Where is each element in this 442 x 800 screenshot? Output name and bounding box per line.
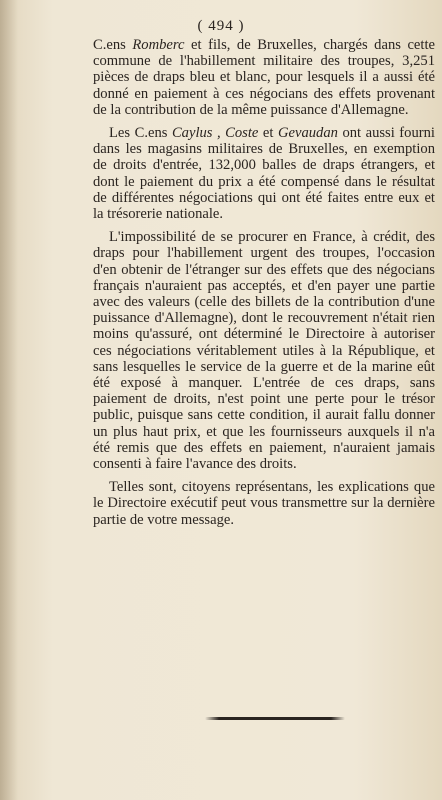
paragraph-4: Telles sont, citoyens représentans, les explications que le Directoire exécutif peut vous transmettre sur la dernière partie de votre message. xyxy=(93,479,435,528)
paragraph-2-names: Caylus , Coste xyxy=(171,125,259,142)
paragraph-2-name: Gevaudan xyxy=(277,125,338,142)
page-gutter xyxy=(0,0,18,800)
paragraph-1-lead: C.ens xyxy=(93,37,133,53)
page-number: ( 494 ) xyxy=(197,18,245,34)
body-text xyxy=(93,37,435,535)
paragraph-2-text: ont aussi fourni dans les magasins militaires de Bruxelles, en exemption de droits d'entrée, 132,000 balles de draps étrangers, et dont le paiement du prix a été compensé dans le résultat de différentes négociations qui ont été faites entre eux et la trésorerie nationale. xyxy=(93,125,435,223)
paragraph-2-lead: Les C.ens xyxy=(109,125,172,142)
closing-rule xyxy=(205,717,345,720)
paragraph-2 xyxy=(93,125,435,222)
paragraph-1 xyxy=(93,37,435,118)
paragraph-1-text: et fils, de Bruxelles, chargés dans cette commune de l'habillement militaire des troupes, 3,251 pièces de draps bleu et blanc, pour lesquels il a aussi été donné en paiement à ces négocians des effets provenant de la contribution de la même puissance d'Allemagne. xyxy=(93,37,435,118)
paragraph-3: L'impossibilité de se procurer en France, à crédit, des draps pour l'habillement urgent des troupes, l'occasion d'en obtenir de l'étranger sur des effets que des négocians français n'auraient pas acceptés, et d'en payer une partie avec des valeurs (celle des billets de la contribution d'une puissance d'Allemagne), dont le recouvrement n'était rien moins qu'assuré, ont déterminé le Directoire à autoriser ces négociations véritablement utiles à la République, et sans lesquelles le service de la guerre et de la marine eût été exposé à manquer. L'entrée de ces draps, sans paiement de droits, n'est point une perte pour le trésor public, puisque sans cette condition, il aurait fallu donner un plus haut prix, et que les fournisseurs auxquels il n'a été remis que des effets en paiement, n'auraient jamais consenti à faire l'avance des droits. xyxy=(93,229,435,473)
paragraph-1-name: Romberc xyxy=(132,37,185,53)
paragraph-2-conjunction: et xyxy=(258,125,278,142)
